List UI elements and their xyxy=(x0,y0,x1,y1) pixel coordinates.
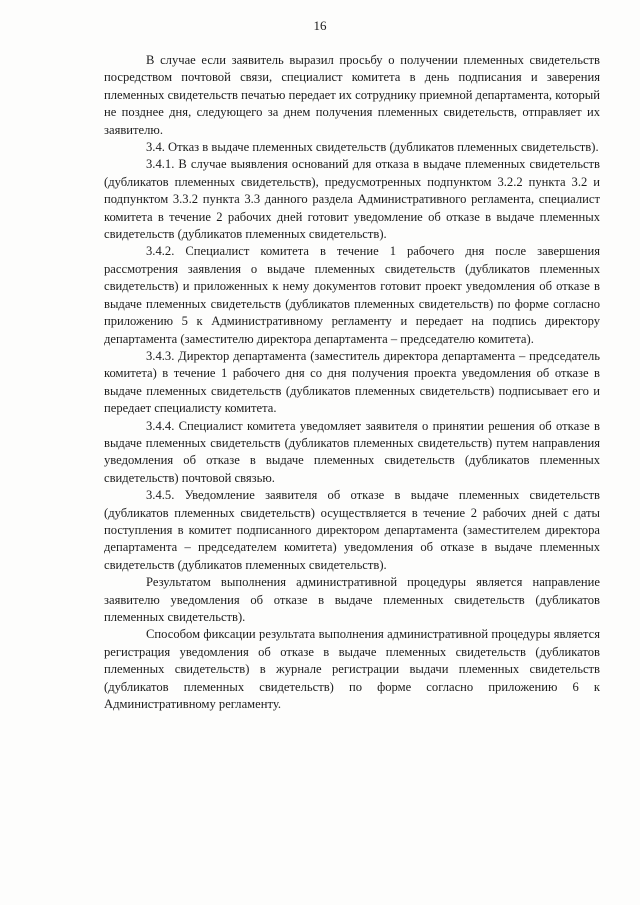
paragraph-3-4-5: 3.4.5. Уведомление заявителя об отказе в выдаче племенных свидетельств (дубликатов племенных свидетельств) осуществляется в течение 2 рабочих дней с даты поступления в комитет подписанного директором департамента (заместителем директора департамента – председателем комитета) уведомления об отказе в выдаче племенных свидетельств (дубликатов племенных свидетельств). xyxy=(104,488,600,572)
paragraph-postal-delivery: В случае если заявитель выразил просьбу о получении племенных свидетельств посредством почтовой связи, специалист комитета в день подписания и заверения племенных свидетельств печатью передает их сотруднику приемной департамента, который не позднее дня, следующего за днем получения племенных свидетельств, отправляет их заявителю. xyxy=(104,53,600,137)
paragraph-3-4-4: 3.4.4. Специалист комитета уведомляет заявителя о принятии решения об отказе в выдаче племенных свидетельств (дубликатов племенных свидетельств) путем направления уведомления об отказе в выдаче племенных свидетельств (дубликатов племенных свидетельств) почтовой связью. xyxy=(104,418,600,485)
paragraph-3-4-3: 3.4.3. Директор департамента (заместитель директора департамента – председатель комитета) в течение 1 рабочего дня со дня получения проекта уведомления об отказе в выдаче племенных свидетельств (дубликатов племенных свидетельств) подписывает его и передает специалисту комитета. xyxy=(104,348,600,416)
paragraph-procedure-result: Результатом выполнения административной процедуры является направление заявителю уведомления об отказе в выдаче племенных свидетельств (дубликатов племенных свидетельств). xyxy=(104,575,600,624)
paragraph-result-recording: Способом фиксации результата выполнения административной процедуры является регистрация уведомления об отказе в выдаче племенных свидетельств (дубликатов племенных свидетельств) в журнале регистрации выдачи племенных свидетельств (дубликатов племенных свидетельств) по форме согласно приложению 6 к Административному регламенту. xyxy=(104,627,600,712)
page-number: 16 xyxy=(313,18,327,33)
paragraph-3-4-1: 3.4.1. В случае выявления оснований для отказа в выдаче племенных свидетельств (дубликатов племенных свидетельств), предусмотренных подпунктом 3.2.2 пункта 3.2 и подпунктом 3.3.2 пункта 3.3 данного раздела Административного регламента, специалист комитета в течение 2 рабочих дней готовит уведомление об отказе в выдаче племенных свидетельств (дубликатов племенных свидетельств). xyxy=(104,157,600,242)
paragraph-3-4-2: 3.4.2. Специалист комитета в течение 1 рабочего дня после завершения рассмотрения заявления о выдаче племенных свидетельств (дубликатов племенных свидетельств) и приложенных к нему документов готовит проект уведомления об отказе в выдаче племенных свидетельств (дубликатов племенных свидетельств) по форме согласно приложению 5 к Административному регламенту и передает на подпись директору департамента (заместителю директора департамента – председателю комитета). xyxy=(104,244,600,346)
section-heading-3-4: 3.4. Отказ в выдаче племенных свидетельств (дубликатов племенных свидетельств). xyxy=(146,140,599,155)
